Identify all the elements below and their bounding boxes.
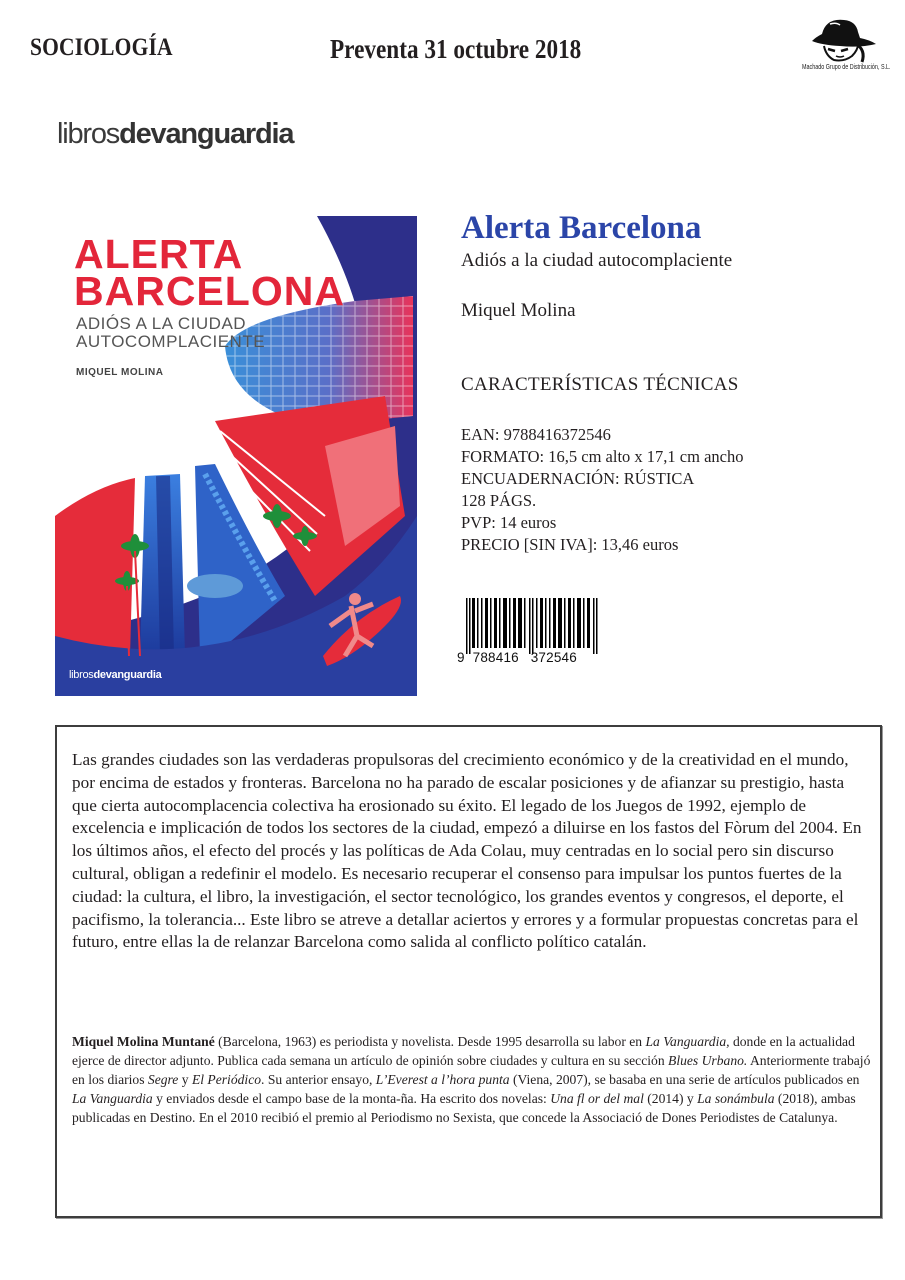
bio-italic: Una fl or del mal — [550, 1091, 644, 1106]
cover-title-line2: BARCELONA — [74, 268, 345, 314]
book-cover — [55, 216, 417, 696]
bio-text: (Viena, 2007), se basaba en una serie de artículos publicados en — [509, 1072, 860, 1087]
publisher-logo-light: libros — [57, 118, 120, 150]
bio-italic: Blues Urbano. — [668, 1053, 748, 1068]
bio-text: . Su anterior ensayo, — [261, 1072, 376, 1087]
spec-price-no-vat: PRECIO [SIN IVA]: 13,46 euros — [461, 535, 679, 554]
cover-subtitle-line1: ADIÓS A LA CIUDAD — [76, 314, 247, 333]
publisher-logo — [57, 118, 293, 151]
bio-italic: La Vanguardia — [72, 1091, 153, 1106]
cover-title — [74, 231, 345, 314]
specs-heading: CARACTERÍSTICAS TÉCNICAS — [461, 374, 739, 395]
spec-format: FORMATO: 16,5 cm alto x 17,1 cm ancho — [461, 447, 744, 466]
barcode-icon — [466, 598, 598, 654]
author-bio — [72, 1032, 872, 1127]
bio-italic: La Vanguardia, — [645, 1034, 730, 1049]
bio-text: (Barcelona, 1963) es periodista y novelista. Desde 1995 desarrolla su labor en — [214, 1034, 646, 1049]
bio-text: donde en la actualidad ejerce de director adjunto. Publica cada semana un artículo de opinión sobre ciudades y cultura en su sección — [72, 1034, 855, 1068]
book-subtitle: Adiós a la ciudad autocomplaciente — [461, 250, 733, 271]
bio-italic: El Periódico — [191, 1072, 262, 1087]
book-author: Miquel Molina — [461, 300, 576, 321]
spec-pvp: PVP: 14 euros — [461, 513, 557, 532]
synopsis: Las grandes ciudades son las verdaderas propulsoras del crecimiento económico y de la creatividad en el mundo, por encima de estados y fronteras. Barcelona no ha parado de escalar posiciones y de afianzar su prestigio, hasta que cierta autocomplacencia colectiva ha erosionado su éxito. El legado de los Juegos de 1992, ejemplo de excelencia e implicación de todos los sectores de la ciudad, empezó a diluirse en los fastos del Fòrum del 2004. En los últimos años, el efecto del procés y las políticas de Ada Colau, muy centradas en lo social pero sin discurso cultural, obligan a redefinir el modelo. Es necesario recuperar el consenso para impulsar los puntos fuertes de la ciudad: la cultura, el libro, la investigación, el sector tecnológico, los grandes eventos y congresos, el deporte, el pacifismo, la tolerancia... Este libro se atreve a detallar aciertos y errores y a formular propuestas concretas para el futuro, entre ellas la de relanzar Barcelona como salida al conflicto político catalán. — [72, 750, 862, 952]
cover-imprint-bold: devanguardia — [93, 669, 162, 681]
bio-text: (2014) y — [643, 1091, 698, 1106]
bio-name: Miquel Molina Muntané — [72, 1034, 215, 1049]
bio-text: Anteriormente trabajó en los diarios — [72, 1053, 871, 1087]
specs-list — [461, 424, 743, 556]
cover-imprint — [69, 669, 161, 681]
publisher-logo-bold: devanguardia — [119, 118, 294, 150]
spec-ean: EAN: 9788416372546 — [461, 425, 611, 444]
spec-pages: 128 PÁGS. — [461, 491, 537, 510]
cover-subtitle — [76, 315, 265, 351]
bio-italic: La sonámbula — [697, 1091, 775, 1106]
spec-binding: ENCUADERNACIÓN: RÚSTICA — [461, 469, 695, 488]
bio-italic: L’Everest a l’hora punta — [375, 1072, 510, 1087]
bio-text: (2018), ambas publicadas en Destino. En el 2010 recibió el premio al Periodismo no Sexista, que concede la Associació de Dones Periodistes de Catalunya. — [72, 1091, 856, 1125]
barcode-digits: 9 788416 372546 — [457, 650, 577, 665]
bio-italic: Segre — [147, 1072, 179, 1087]
book-title: Alerta Barcelona — [461, 210, 702, 246]
presale-date: Preventa 31 octubre 2018 — [330, 34, 582, 64]
cover-imprint-light: libros — [69, 669, 94, 681]
cover-author: MIQUEL MOLINA — [76, 367, 164, 378]
cover-subtitle-line2: AUTOCOMPLACIENTE — [76, 332, 266, 351]
category-label: SOCIOLOGÍA — [30, 34, 173, 61]
cover-title-line1: ALERTA — [74, 231, 244, 277]
distributor-caption: Machado Grupo de Distribución, S.L. — [802, 62, 891, 71]
bio-text: y enviados desde el campo base de la monta-ña. Ha escrito dos novelas: — [152, 1091, 551, 1106]
description-box — [55, 725, 882, 1218]
bio-text: y — [178, 1072, 192, 1087]
